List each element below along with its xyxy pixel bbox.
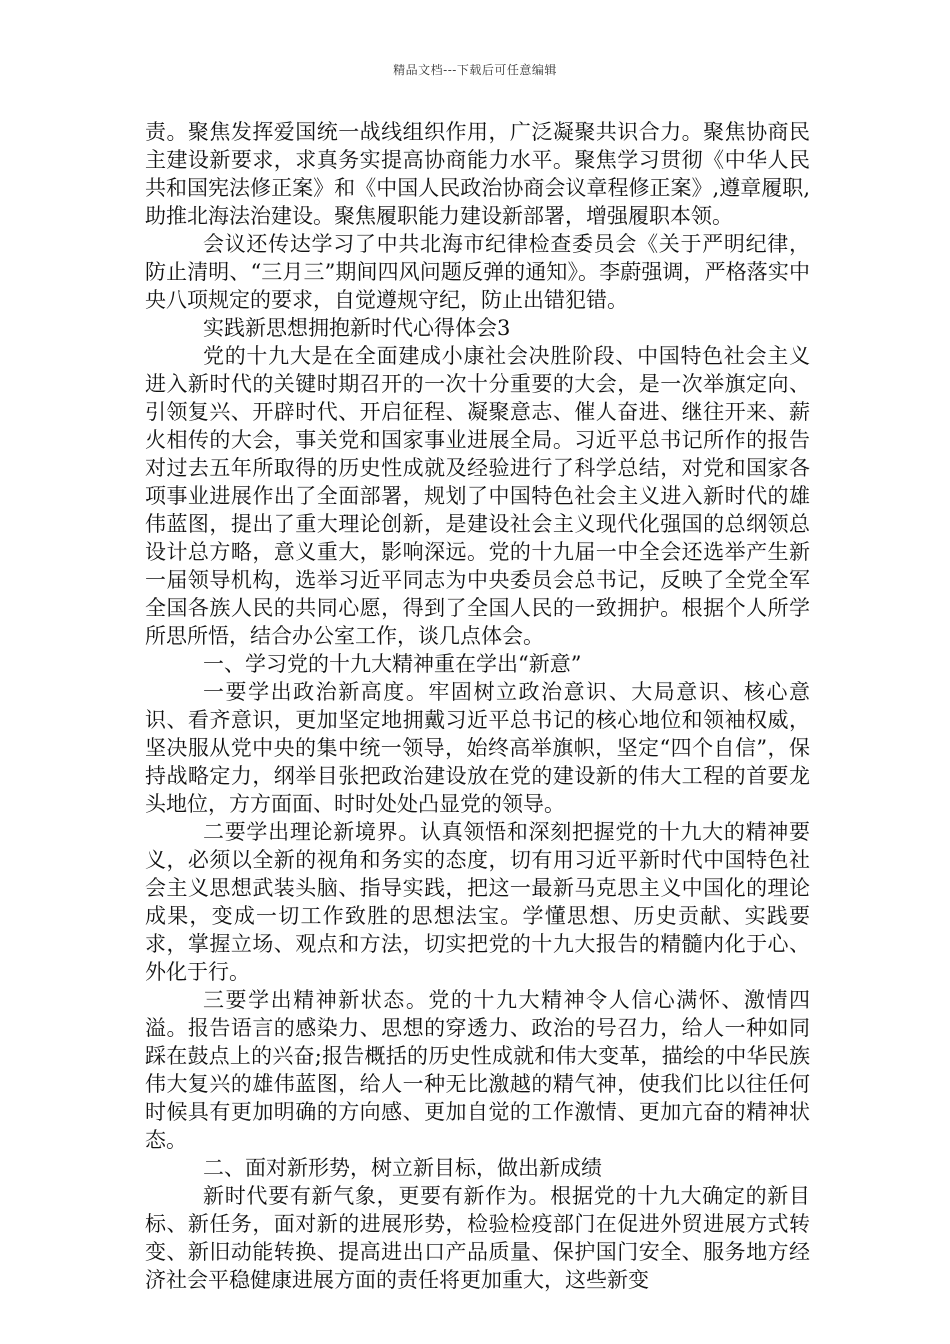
section-title: 实践新思想拥抱新时代心得体会3 <box>203 316 511 340</box>
paragraph-discipline-notice: 会议还传达学习了中共北海市纪律检查委员会《关于严明纪律，防止清明、“三月三”期间四风问题反弹的通知》。李蔚强调，严格落实中央八项规定的要求，自觉遵规守纪，防止出错犯错。 <box>145 232 810 312</box>
document-body <box>145 118 810 1294</box>
paragraph-new-era: 新时代要有新气象，更要有新作为。根据党的十九大确定的新目标、新任务，面对新的进展形势，检验检疫部门在促进外贸进展方式转变、新旧动能转换、提高进出口产品质量、保护国门安全、服务地方经济社会平稳健康进展方面的责任将更加重大，这些新变 <box>145 1184 810 1292</box>
paragraph-theory: 二要学出理论新境界。认真领悟和深刻把握党的十九大的精神要义，必须以全新的视角和务实的态度，切有用习近平新时代中国特色社会主义思想武装头脑、指导实践，把这一最新马克思主义中国化的理论成果，变成一切工作致胜的思想法宝。学懂思想、历史贡献、实践要求，掌握立场、观点和方法，切实把党的十九大报告的精髓内化于心、外化于行。 <box>145 820 810 984</box>
section-heading-2: 二、面对新形势，树立新目标，做出新成绩 <box>203 1156 602 1180</box>
section-heading-1: 一、学习党的十九大精神重在学出“新意” <box>203 652 582 676</box>
paragraph-intro: 党的十九大是在全面建成小康社会决胜阶段、中国特色社会主义进入新时代的关键时期召开的一次十分重要的大会，是一次举旗定向、引领复兴、开辟时代、开启征程、凝聚意志、催人奋进、继往开来、薪火相传的大会，事关党和国家事业进展全局。习近平总书记所作的报告对过去五年所取得的历史性成就及经验进行了科学总结，对党和国家各项事业进展作出了全面部署，规划了中国特色社会主义进入新时代的雄伟蓝图，提出了重大理论创新，是建设社会主义现代化强国的总纲领总设计总方略，意义重大，影响深远。党的十九届一中全会还选举产生新一届领导机构，选举习近平同志为中央委员会总书记，反映了全党全军全国各族人民的共同心愿，得到了全国人民的一致拥护。根据个人所学所思所悟，结合办公室工作，谈几点体会。 <box>145 344 810 648</box>
paragraph-spirit: 三要学出精神新状态。党的十九大精神令人信心满怀、激情四溢。报告语言的感染力、思想的穿透力、政治的号召力，给人一种如同踩在鼓点上的兴奋;报告概括的历史性成就和伟大变革，描绘的中华民族伟大复兴的雄伟蓝图，给人一种无比激越的精气神，使我们比以往任何时候具有更加明确的方向感、更加自觉的工作激情、更加亢奋的精神状态。 <box>145 988 810 1152</box>
paragraph-political-height: 一要学出政治新高度。牢固树立政治意识、大局意识、核心意识、看齐意识，更加坚定地拥戴习近平总书记的核心地位和领袖权威，坚决服从党中央的集中统一领导，始终高举旗帜，坚定“四个自信”，保持战略定力，纲举目张把政治建设放在党的建设新的伟大工程的首要龙头地位，方方面面、时时处处凸显党的领导。 <box>145 680 810 816</box>
paragraph-continuation: 责。聚焦发挥爱国统一战线组织作用，广泛凝聚共识合力。聚焦协商民主建设新要求，求真务实提高协商能力水平。聚焦学习贯彻《中华人民共和国宪法修正案》和《中国人民政治协商会议章程修正案》,遵章履职,助推北海法治建设。聚焦履职能力建设新部署，增强履职本领。 <box>145 120 810 228</box>
page-header: 精品文档---下载后可任意编辑 <box>393 63 557 77</box>
